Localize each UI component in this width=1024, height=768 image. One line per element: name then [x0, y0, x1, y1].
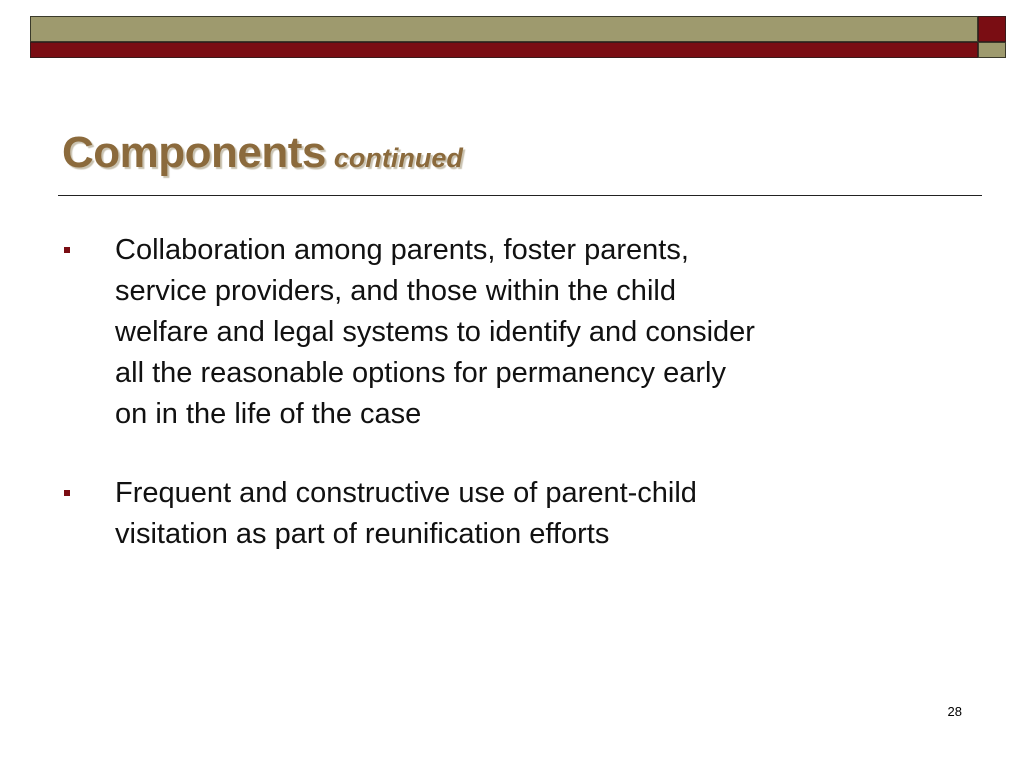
- bullet-text: Frequent and constructive use of parent-child visitation as part of reunification efforts: [115, 477, 697, 550]
- slide-page-number: 28: [947, 704, 962, 719]
- square-bullet-icon: [64, 490, 70, 496]
- bullet-item: [0, 473, 1024, 555]
- square-bullet-icon: [64, 247, 70, 253]
- header-olive-bar: [30, 16, 978, 42]
- slide-title: [62, 128, 463, 178]
- header-maroon-bar: [30, 42, 978, 58]
- bullet-text: Collaboration among parents, foster parents, service providers, and those within the child welfare and legal systems to identify and consider all the reasonable options for permanency early on in the life of the case: [115, 234, 755, 430]
- bullet-item: [0, 230, 1024, 435]
- slide-title-main: Components: [62, 128, 326, 177]
- title-divider: [58, 195, 982, 196]
- header-maroon-square: [978, 16, 1006, 42]
- slide-title-subtitle: continued: [333, 143, 463, 173]
- header-decoration-band: [30, 16, 1006, 58]
- bullet-list: [0, 230, 1024, 593]
- header-olive-square: [978, 42, 1006, 58]
